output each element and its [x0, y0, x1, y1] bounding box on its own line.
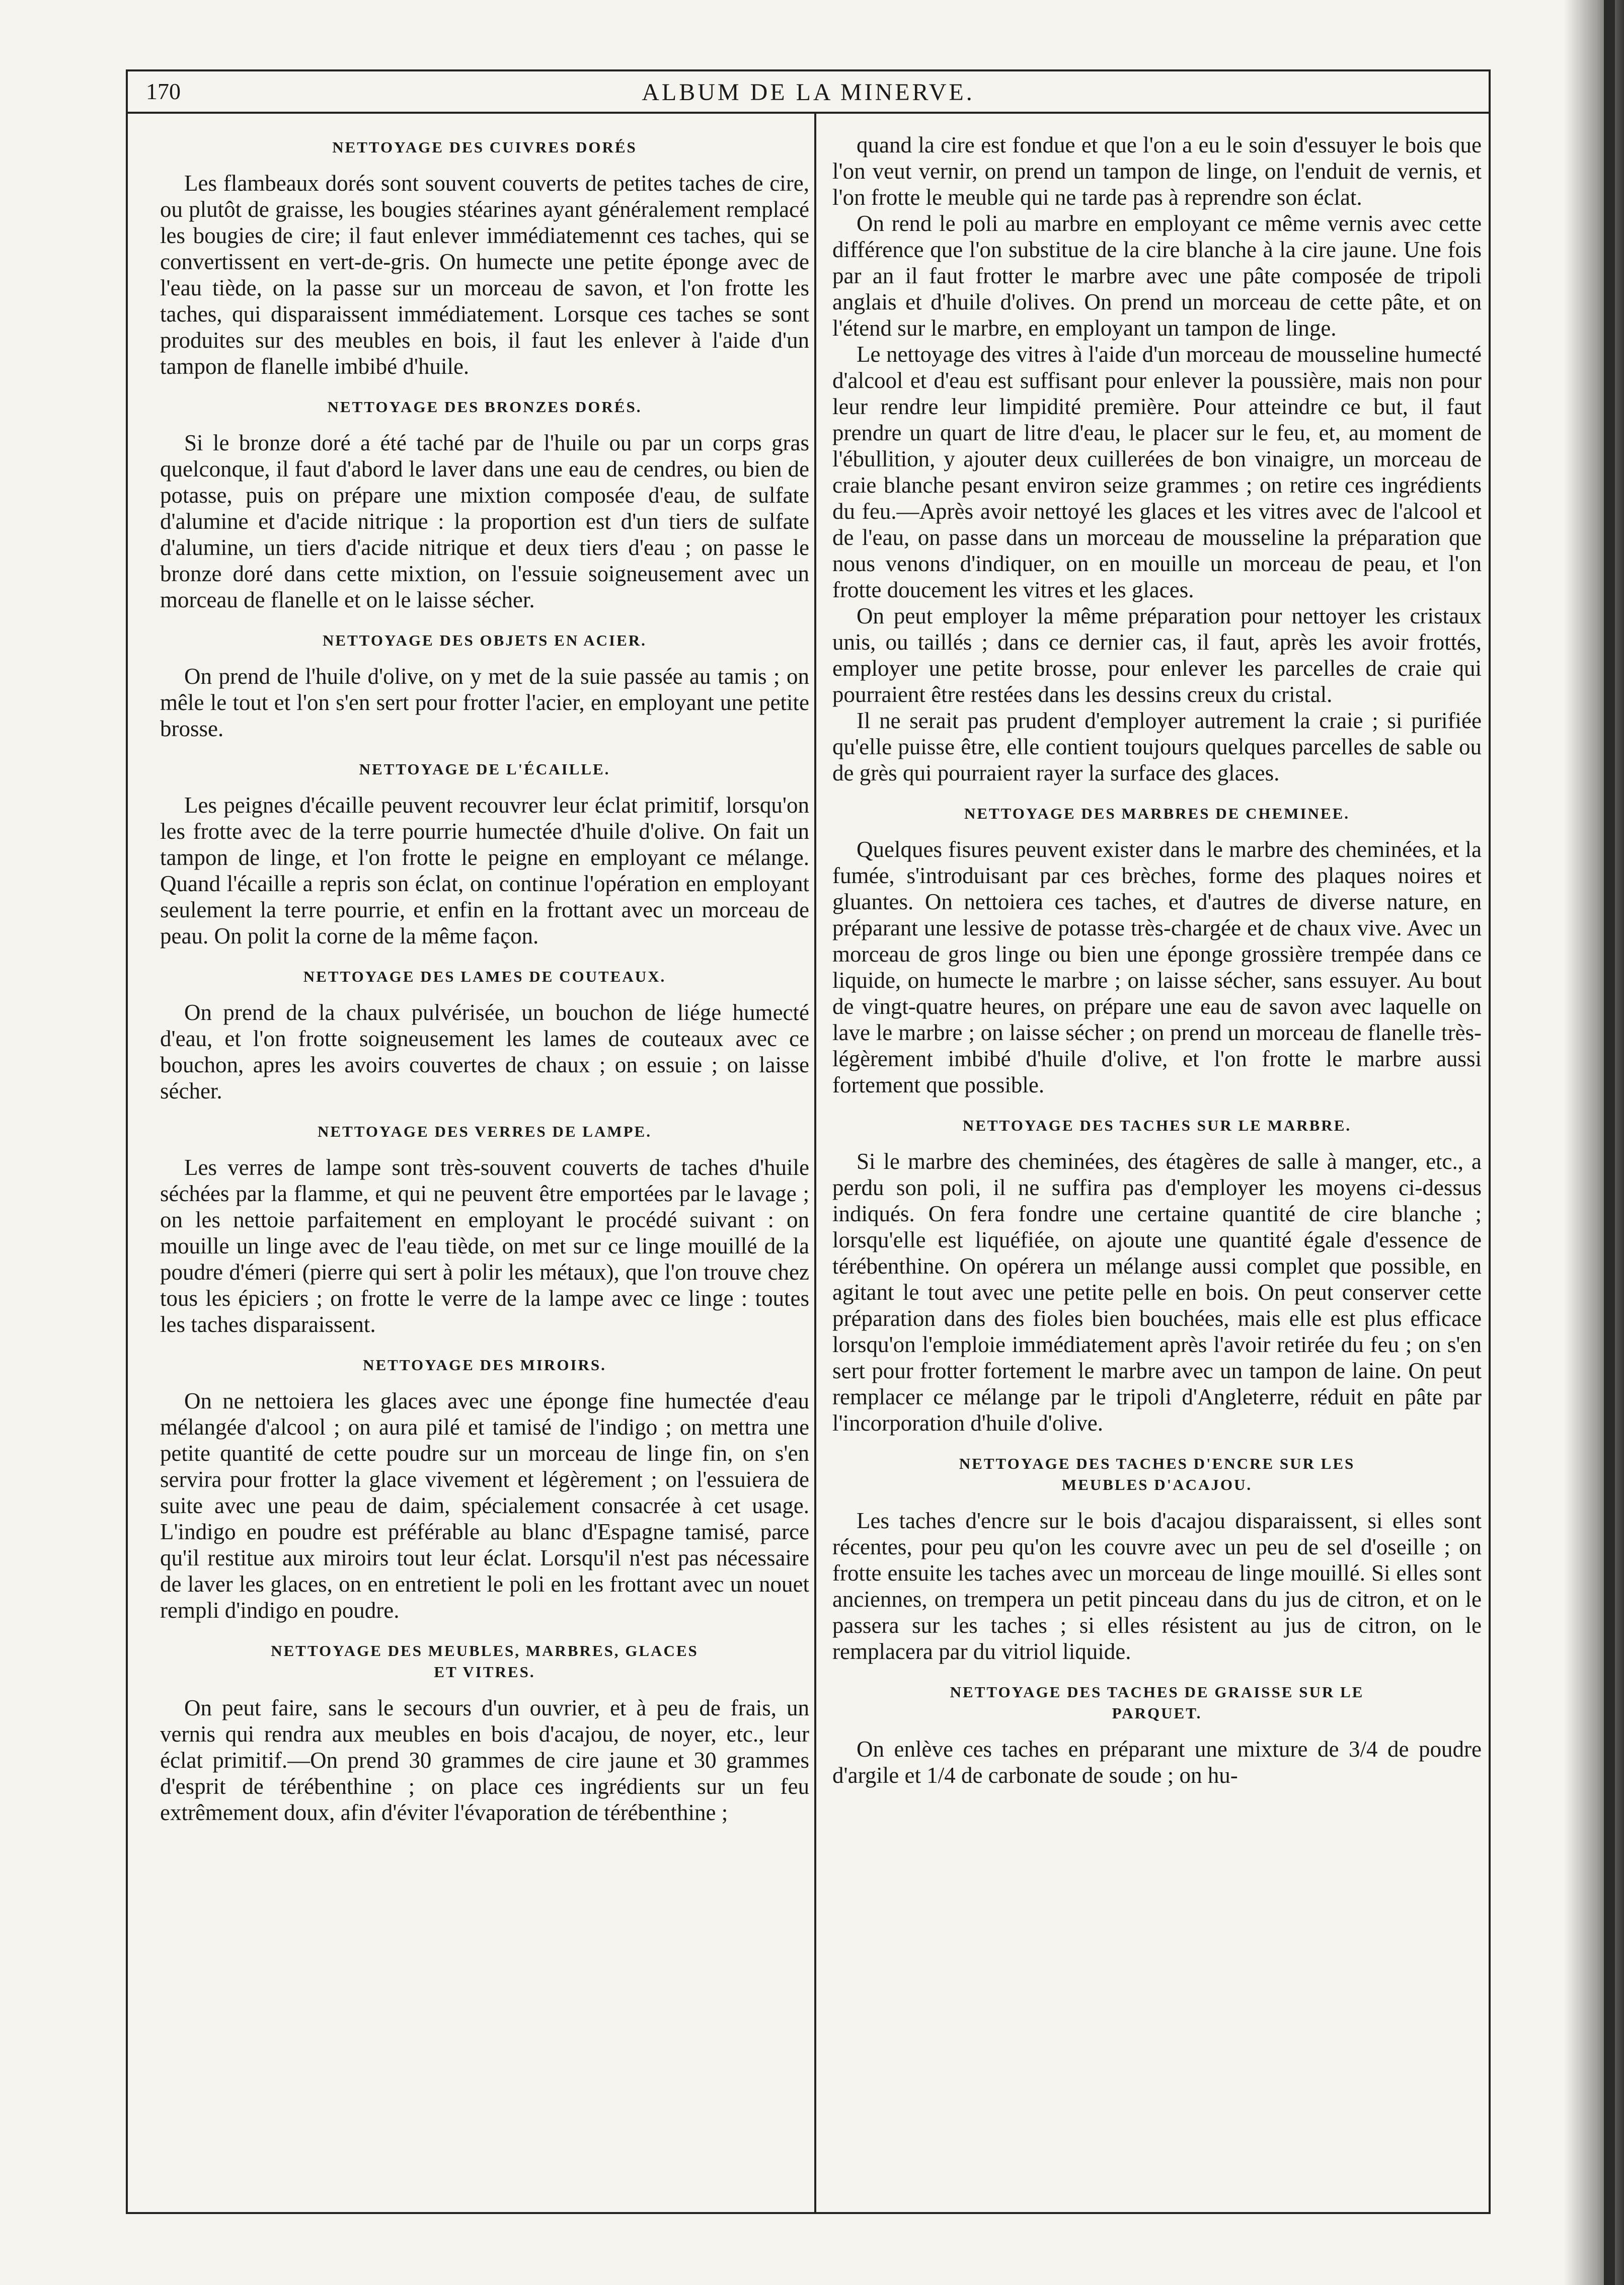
section-title: NETTOYAGE DES MEUBLES, MARBRES, GLACES ET VITRES. [271, 1642, 699, 1681]
left-column [160, 132, 809, 1843]
body-paragraph: Quelques fisures peuvent exister dans le marbre des cheminées, et la fumée, s'introduisant par ces brèches, forme des plaques noires et gluantes. On nettoiera ces taches, et d'autres de diverse nature, en préparant une lessive de potasse très-chargée et de chaux vive. Avec un morceau de gros linge ou bien une éponge grossière trempée dans ce liquide, on humecte le marbre ; on laisse sécher, sans essuyer. Au bout de vingt-quatre heures, on prépare une eau de savon avec laquelle on lave le marbre ; on laisse sécher ; on prend un morceau de flanelle très-légèrement imbibé d'huile d'olive, et l'on frotte le marbre aussi fortement que possible. [832, 837, 1482, 1097]
article-section [160, 630, 809, 742]
body-paragraph: On ne nettoiera les glaces avec une éponge fine humectée d'eau mélangée d'alcool ; on aura pilé et tamisé de l'indigo ; on mettra une petite quantité de cette poudre sur un morceau de linge fin, on s'en servira pour frotter la glace vivement et légèrement ; on l'essuiera de suite avec une peau de daim, spécialement consacrée à cet usage. L'indigo en poudre est préférable au blanc d'Espagne tamisé, parce qu'il restitue aux miroirs tout leur éclat. Lorsqu'il n'est pas nécessaire de laver les glaces, on en entretient le poli en les frottant avec un nouet rempli d'indigo en poudre. [160, 1388, 809, 1623]
column-divider [814, 114, 816, 2214]
section-title: NETTOYAGE DES TACHES SUR LE MARBRE. [962, 1117, 1352, 1134]
article-section [160, 397, 809, 613]
running-title: ALBUM DE LA MINERVE. [642, 79, 975, 106]
body-paragraph: Les taches d'encre sur le bois d'acajou disparaissent, si elles sont récentes, pour peu qu'on les couvre avec un peu de sel d'oseille ; on frotte ensuite les taches avec un morceau de linge mouillé. Si elles sont anciennes, on trempera un petit pinceau dans du jus de citron, et on le passera sur les taches ; si elles résistent au jus de citron, on le remplacera par du vitriol liquide. [832, 1508, 1482, 1664]
page-number: 170 [146, 78, 181, 104]
article-section [160, 137, 809, 379]
article-section [160, 1355, 809, 1623]
body-paragraph: On rend le poli au marbre en employant ce même vernis avec cette différence que l'on substitue de la cire blanche à la cire jaune. Une fois par an il faut frotter le marbre avec une pâte composée de tripoli anglais et d'huile d'olives. On prend un morceau de cette pâte, et on l'étend sur le marbre, en employant un tampon de linge. [832, 211, 1482, 341]
section-title: NETTOYAGE DES BRONZES DORÉS. [327, 398, 642, 416]
body-paragraph: Les verres de lampe sont très-souvent couverts de taches d'huile séchées par la flamme, et qui ne peuvent être emportées par le lavage ; on les nettoie parfaitement en employant le procédé suivant : on mouille un linge avec de l'eau tiède, on met sur ce linge mouillé de la poudre d'émeri (pierre qui sert à polir les métaux), que l'on trouve chez tous les épiciers ; on frotte le verre de la lampe avec ce linge : toutes les taches disparaissent. [160, 1155, 809, 1337]
article-section [160, 966, 809, 1104]
article-section [832, 1682, 1482, 1788]
body-paragraph: On enlève ces taches en préparant une mixture de 3/4 de poudre d'argile et 1/4 de carbonate de soude ; on hu- [832, 1737, 1482, 1788]
body-paragraph: Il ne serait pas prudent d'employer autrement la craie ; si purifiée qu'elle puisse être, elle contient toujours quelques parcelles de sable ou de grès qui pourraient rayer la surface des glaces. [832, 708, 1482, 785]
article-section [832, 1115, 1482, 1436]
body-paragraph: On peut faire, sans le secours d'un ouvrier, et à peu de frais, un vernis qui rendra aux meubles en bois d'acajou, de noyer, etc., leur éclat primitif.—On prend 30 grammes de cire jaune et 30 grammes d'esprit de térébenthine ; on place ces ingrédients sur un feu extrêmement doux, afin d'éviter l'évaporation de térébenthine ; [160, 1695, 809, 1825]
body-paragraph: On prend de la chaux pulvérisée, un bouchon de liége humecté d'eau, et l'on frotte soigneusement les lames de couteaux avec ce bouchon, apres les avoirs couvertes de chaux ; on essuie ; on laisse sécher. [160, 1000, 809, 1104]
article-section [160, 1640, 809, 1826]
article-section [160, 1121, 809, 1337]
body-paragraph: Les flambeaux dorés sont souvent couverts de petites taches de cire, ou plutôt de graisse, les bougies stéarines ayant généralement remplacé les bougies de cire; il faut enlever immédiatemennt ces taches, qui se convertissent en vert-de-gris. On humecte une petite éponge avec de l'eau tiède, on la passe sur un morceau de savon, et l'on frotte les taches, qui disparaissent immédiatement. Lorsque ces taches se sont produites sur des meubles en bois, il faut les enlever à l'aide d'un tampon de flanelle imbibé d'huile. [160, 171, 809, 379]
article-section [832, 1453, 1482, 1665]
section-title: NETTOYAGE DE L'ÉCAILLE. [359, 760, 610, 778]
section-title: NETTOYAGE DES OBJETS EN ACIER. [323, 632, 647, 649]
scan-binding-edge [1564, 0, 1624, 2285]
body-paragraph: On peut employer la même préparation pour nettoyer les cristaux unis, ou taillés ; dans ce dernier cas, il faut, après les avoir frottés, employer une petite brosse, pour enlever les parcelles de craie qui pourraient être restées dans les dessins creux du cristal. [832, 603, 1482, 707]
right-column [832, 132, 1482, 1805]
article-section [832, 803, 1482, 1098]
body-paragraph: On prend de l'huile d'olive, on y met de la suie passée au tamis ; on mêle le tout et l'on s'en sert pour frotter l'acier, en employant une petite brosse. [160, 664, 809, 741]
section-title: NETTOYAGE DES CUIVRES DORÉS [332, 138, 637, 156]
section-title: NETTOYAGE DES MIROIRS. [363, 1356, 606, 1374]
body-paragraph: Si le marbre des cheminées, des étagères de salle à manger, etc., a perdu son poli, il ne suffira pas d'employer les moyens ci-dessus indiqués. On fera fondre une certaine quantité de cire blanche ; lorsqu'elle est liquéfiée, on ajoute une quantité égale d'essence de térébenthine. On opérera un mélange aussi complet que possible, en agitant le tout avec une petite pelle en bois. On peut conserver cette préparation dans des fioles bien bouchées, mais elle est plus efficace lorsqu'on l'emploie immédiatement après l'avoir retirée du feu ; on s'en sert pour frotter fortement le marbre avec un tampon de laine. On peut remplacer ce mélange par le tripoli d'Angleterre, réduit en pâte par l'incorporation d'huile d'olive. [832, 1149, 1482, 1436]
article-section [832, 132, 1482, 786]
body-paragraph: Si le bronze doré a été taché par de l'huile ou par un corps gras quelconque, il faut d'abord le laver dans une eau de cendres, ou bien de potasse, puis on prépare une mixtion composée d'eau, de sulfate d'alumine et d'acide nitrique : la proportion est d'un tiers de sulfate d'alumine, un tiers d'acide nitrique et deux tiers d'eau ; on passe le bronze doré dans cette mixtion, on l'essuie soigneusement avec un morceau de flanelle et on le laisse sécher. [160, 430, 809, 612]
article-section [160, 759, 809, 949]
body-paragraph: quand la cire est fondue et que l'on a eu le soin d'essuyer le bois que l'on veut vernir, on prend un tampon de linge, on l'enduit de vernis, et l'on frotte le meuble qui ne tarde pas à reprendre son éclat. [832, 132, 1482, 210]
section-title: NETTOYAGE DES MARBRES DE CHEMINEE. [964, 805, 1350, 822]
section-title: NETTOYAGE DES TACHES DE GRAISSE SUR LE PARQUET. [950, 1683, 1364, 1722]
section-title: NETTOYAGE DES TACHES D'ENCRE SUR LES MEUBLES D'ACAJOU. [959, 1455, 1355, 1493]
section-title: NETTOYAGE DES VERRES DE LAMPE. [318, 1123, 652, 1140]
body-paragraph: Les peignes d'écaille peuvent recouvrer leur éclat primitif, lorsqu'on les frotte avec de la terre pourrie humectée d'huile d'olive. On fait un tampon de linge, et l'on frotte le peigne en employant ce mélange. Quand l'écaille a repris son éclat, on continue l'opération en employant seulement la terre pourrie, et enfin en la frottant avec un morceau de peau. On polit la corne de la même façon. [160, 793, 809, 949]
body-paragraph: Le nettoyage des vitres à l'aide d'un morceau de mousseline humecté d'alcool et d'eau est suffisant pour enlever la poussière, mais non pour leur rendre leur limpidité première. Pour atteindre ce but, il faut prendre un quart de litre d'eau, le placer sur le feu, et, au moment de l'ébullition, y ajouter deux cuillerées de bon vinaigre, un morceau de craie blanche pesant environ seize grammes ; on retire ces ingrédients du feu.—Après avoir nettoyé les glaces et les vitres avec de l'alcool et de l'eau, on passe dans un morceau de mousseline la préparation que nous venons d'indiquer, on en mouille un morceau de peau, et l'on frotte doucement les vitres et les glaces. [832, 342, 1482, 602]
section-title: NETTOYAGE DES LAMES DE COUTEAUX. [303, 968, 666, 985]
